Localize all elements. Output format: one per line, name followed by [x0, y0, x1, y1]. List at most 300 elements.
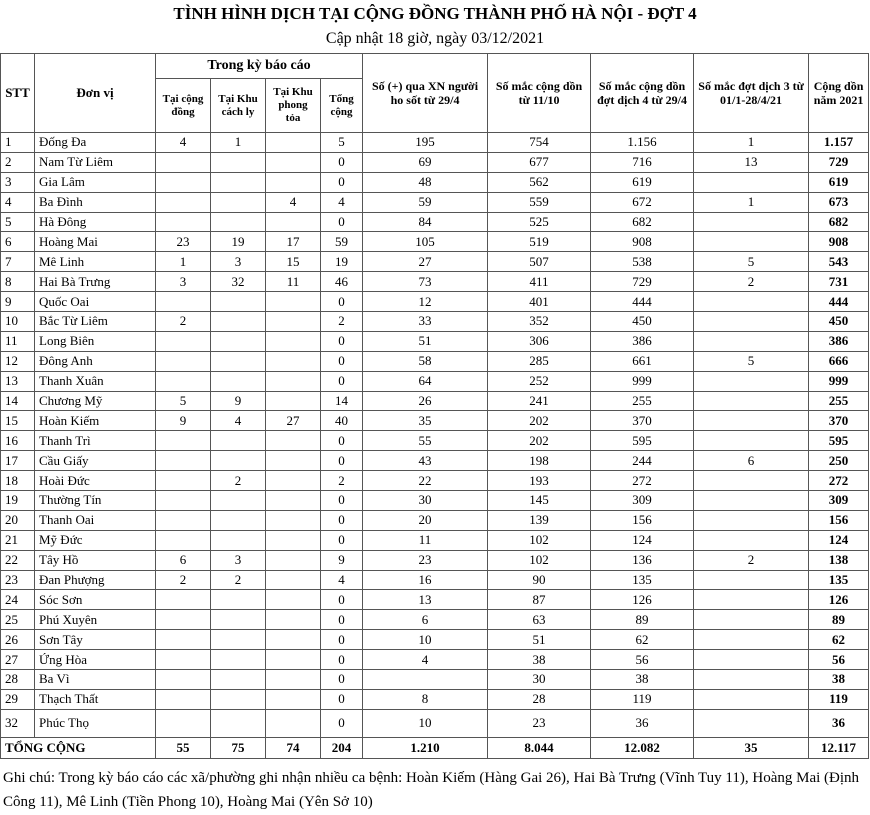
row-wave3: 5	[694, 351, 809, 371]
row-wave4: 716	[591, 152, 694, 172]
row-cumulative-since: 306	[488, 331, 591, 351]
row-wave4: 595	[591, 431, 694, 451]
row-quarantine: 3	[211, 252, 266, 272]
row-lockdown	[266, 610, 321, 630]
row-stt: 15	[1, 411, 35, 431]
row-community: 2	[156, 570, 211, 590]
row-stt: 25	[1, 610, 35, 630]
row-quarantine: 19	[211, 232, 266, 252]
row-cumulative-since: 145	[488, 491, 591, 511]
row-community: 4	[156, 133, 211, 153]
table-row	[1, 391, 869, 411]
row-total: 0	[321, 331, 363, 351]
row-total: 0	[321, 451, 363, 471]
row-wave3	[694, 292, 809, 312]
header-unit: Đơn vị	[35, 54, 156, 133]
row-year-total: 38	[809, 670, 869, 690]
totals-year: 12.117	[809, 737, 869, 758]
row-cumulative-since: 51	[488, 630, 591, 650]
row-unit: Sơn Tây	[35, 630, 156, 650]
row-quarantine	[211, 331, 266, 351]
row-total: 0	[321, 172, 363, 192]
row-quarantine	[211, 510, 266, 530]
row-unit: Ba Đình	[35, 192, 156, 212]
row-unit: Ba Vì	[35, 670, 156, 690]
table-row	[1, 471, 869, 491]
row-tested: 13	[363, 590, 488, 610]
row-tested: 43	[363, 451, 488, 471]
row-year-total: 138	[809, 550, 869, 570]
row-unit: Gia Lâm	[35, 172, 156, 192]
row-cumulative-since: 241	[488, 391, 591, 411]
row-wave4: 386	[591, 331, 694, 351]
row-wave3	[694, 491, 809, 511]
table-row	[1, 510, 869, 530]
totals-quarantine: 75	[211, 737, 266, 758]
row-tested: 55	[363, 431, 488, 451]
row-total: 0	[321, 630, 363, 650]
row-unit: Quốc Oai	[35, 292, 156, 312]
table-row	[1, 570, 869, 590]
row-total: 0	[321, 292, 363, 312]
row-cumulative-since: 202	[488, 431, 591, 451]
totals-tested: 1.210	[363, 737, 488, 758]
row-wave4: 444	[591, 292, 694, 312]
row-community	[156, 212, 211, 232]
row-stt: 18	[1, 471, 35, 491]
row-stt: 9	[1, 292, 35, 312]
row-total: 0	[321, 431, 363, 451]
totals-wave4: 12.082	[591, 737, 694, 758]
row-community	[156, 650, 211, 670]
table-row	[1, 172, 869, 192]
row-community	[156, 152, 211, 172]
row-wave4: 661	[591, 351, 694, 371]
row-wave4: 244	[591, 451, 694, 471]
row-wave3	[694, 331, 809, 351]
table-row	[1, 491, 869, 511]
row-community	[156, 331, 211, 351]
row-unit: Tây Hồ	[35, 550, 156, 570]
table-row	[1, 371, 869, 391]
row-wave3: 13	[694, 152, 809, 172]
row-cumulative-since: 754	[488, 133, 591, 153]
row-lockdown: 27	[266, 411, 321, 431]
row-wave4: 126	[591, 590, 694, 610]
table-row	[1, 133, 869, 153]
row-year-total: 370	[809, 411, 869, 431]
totals-row	[1, 737, 869, 758]
header-lockdown: Tại Khu phong tỏa	[266, 79, 321, 133]
table-row	[1, 650, 869, 670]
row-cumulative-since: 38	[488, 650, 591, 670]
row-stt: 14	[1, 391, 35, 411]
row-tested: 59	[363, 192, 488, 212]
row-stt: 12	[1, 351, 35, 371]
header-total: Tổng cộng	[321, 79, 363, 133]
row-wave4: 62	[591, 630, 694, 650]
row-year-total: 250	[809, 451, 869, 471]
row-year-total: 682	[809, 212, 869, 232]
row-unit: Mê Linh	[35, 252, 156, 272]
row-total: 0	[321, 212, 363, 232]
row-wave4: 89	[591, 610, 694, 630]
row-year-total: 673	[809, 192, 869, 212]
row-wave3: 5	[694, 252, 809, 272]
row-wave3: 2	[694, 272, 809, 292]
row-wave4: 309	[591, 491, 694, 511]
row-wave4: 36	[591, 709, 694, 737]
row-lockdown	[266, 451, 321, 471]
row-lockdown	[266, 510, 321, 530]
row-community	[156, 510, 211, 530]
row-total: 19	[321, 252, 363, 272]
table-row	[1, 411, 869, 431]
row-total: 14	[321, 391, 363, 411]
row-unit: Hoàn Kiếm	[35, 411, 156, 431]
row-total: 0	[321, 152, 363, 172]
row-unit: Ứng Hòa	[35, 650, 156, 670]
row-stt: 17	[1, 451, 35, 471]
row-stt: 3	[1, 172, 35, 192]
row-year-total: 731	[809, 272, 869, 292]
row-tested: 30	[363, 491, 488, 511]
row-year-total: 36	[809, 709, 869, 737]
row-community: 23	[156, 232, 211, 252]
row-tested: 84	[363, 212, 488, 232]
row-wave3: 1	[694, 192, 809, 212]
row-stt: 16	[1, 431, 35, 451]
row-wave4: 1.156	[591, 133, 694, 153]
row-quarantine	[211, 630, 266, 650]
row-cumulative-since: 90	[488, 570, 591, 590]
row-wave4: 136	[591, 550, 694, 570]
row-total: 0	[321, 491, 363, 511]
row-wave4: 119	[591, 689, 694, 709]
row-tested: 22	[363, 471, 488, 491]
table-row	[1, 451, 869, 471]
table-row	[1, 272, 869, 292]
row-cumulative-since: 507	[488, 252, 591, 272]
footnote: Ghi chú: Trong kỳ báo cáo các xã/phường ghi nhận nhiều ca bệnh: Hoàn Kiếm (Hàng Gai 26), Hai Bà Trưng (Vĩnh Tuy 11), Hoàng Mai (Định Công 11), Mê Linh (Tiền Phong 10), Hoàng Mai (Yên Sở 10)	[3, 770, 860, 810]
table-row	[1, 351, 869, 371]
row-community	[156, 610, 211, 630]
row-quarantine: 9	[211, 391, 266, 411]
row-wave4: 619	[591, 172, 694, 192]
row-community	[156, 292, 211, 312]
row-quarantine	[211, 371, 266, 391]
row-year-total: 444	[809, 292, 869, 312]
totals-label: TỔNG CỘNG	[1, 737, 156, 758]
row-year-total: 119	[809, 689, 869, 709]
row-tested: 51	[363, 331, 488, 351]
row-unit: Thạch Thất	[35, 689, 156, 709]
table-row	[1, 630, 869, 650]
row-community: 6	[156, 550, 211, 570]
row-tested: 105	[363, 232, 488, 252]
row-lockdown	[266, 630, 321, 650]
row-lockdown	[266, 471, 321, 491]
table-row	[1, 610, 869, 630]
row-wave3	[694, 610, 809, 630]
header-stt: STT	[1, 54, 35, 133]
header-wave4: Số mắc cộng dồn đợt dịch 4 từ 29/4	[591, 54, 694, 133]
row-quarantine	[211, 451, 266, 471]
row-tested: 35	[363, 411, 488, 431]
row-cumulative-since: 139	[488, 510, 591, 530]
row-total: 4	[321, 192, 363, 212]
row-quarantine	[211, 670, 266, 690]
row-community: 9	[156, 411, 211, 431]
row-cumulative-since: 198	[488, 451, 591, 471]
row-total: 0	[321, 510, 363, 530]
table-row	[1, 192, 869, 212]
row-tested: 64	[363, 371, 488, 391]
row-unit: Đống Đa	[35, 133, 156, 153]
row-quarantine: 32	[211, 272, 266, 292]
row-stt: 29	[1, 689, 35, 709]
totals-lockdown: 74	[266, 737, 321, 758]
row-quarantine	[211, 709, 266, 737]
row-cumulative-since: 193	[488, 471, 591, 491]
update-subtitle: Cập nhật 18 giờ, ngày 03/12/2021	[325, 30, 545, 47]
row-year-total: 543	[809, 252, 869, 272]
table-row	[1, 530, 869, 550]
row-wave3	[694, 530, 809, 550]
row-quarantine	[211, 610, 266, 630]
row-wave3	[694, 650, 809, 670]
table-row	[1, 670, 869, 690]
row-total: 0	[321, 670, 363, 690]
row-wave4: 729	[591, 272, 694, 292]
row-stt: 11	[1, 331, 35, 351]
row-tested: 23	[363, 550, 488, 570]
row-lockdown: 4	[266, 192, 321, 212]
row-stt: 19	[1, 491, 35, 511]
row-wave4: 135	[591, 570, 694, 590]
row-tested: 8	[363, 689, 488, 709]
row-total: 46	[321, 272, 363, 292]
row-year-total: 62	[809, 630, 869, 650]
table-row	[1, 212, 869, 232]
row-year-total: 272	[809, 471, 869, 491]
row-wave4: 908	[591, 232, 694, 252]
row-lockdown	[266, 570, 321, 590]
header-year-total: Cộng dồn năm 2021	[809, 54, 869, 133]
row-cumulative-since: 87	[488, 590, 591, 610]
row-total: 0	[321, 689, 363, 709]
row-cumulative-since: 63	[488, 610, 591, 630]
row-wave3	[694, 689, 809, 709]
row-unit: Đông Anh	[35, 351, 156, 371]
row-lockdown	[266, 312, 321, 332]
totals-wave3: 35	[694, 737, 809, 758]
row-year-total: 595	[809, 431, 869, 451]
row-quarantine: 4	[211, 411, 266, 431]
row-tested: 48	[363, 172, 488, 192]
row-stt: 23	[1, 570, 35, 590]
row-wave3: 1	[694, 133, 809, 153]
row-total: 40	[321, 411, 363, 431]
row-unit: Mỹ Đức	[35, 530, 156, 550]
row-wave4: 450	[591, 312, 694, 332]
row-wave3	[694, 510, 809, 530]
row-unit: Chương Mỹ	[35, 391, 156, 411]
row-unit: Long Biên	[35, 331, 156, 351]
row-quarantine	[211, 689, 266, 709]
row-cumulative-since: 102	[488, 550, 591, 570]
row-quarantine	[211, 212, 266, 232]
row-quarantine	[211, 312, 266, 332]
row-community	[156, 590, 211, 610]
row-community	[156, 471, 211, 491]
row-cumulative-since: 519	[488, 232, 591, 252]
row-lockdown	[266, 292, 321, 312]
row-tested: 11	[363, 530, 488, 550]
row-year-total: 450	[809, 312, 869, 332]
row-year-total: 666	[809, 351, 869, 371]
row-tested: 27	[363, 252, 488, 272]
row-wave4: 370	[591, 411, 694, 431]
row-year-total: 386	[809, 331, 869, 351]
row-stt: 22	[1, 550, 35, 570]
row-year-total: 1.157	[809, 133, 869, 153]
row-wave4: 272	[591, 471, 694, 491]
row-wave3	[694, 630, 809, 650]
row-lockdown	[266, 550, 321, 570]
row-year-total: 309	[809, 491, 869, 511]
row-tested: 10	[363, 630, 488, 650]
row-community	[156, 530, 211, 550]
row-unit: Thanh Trì	[35, 431, 156, 451]
row-lockdown	[266, 670, 321, 690]
row-wave3: 2	[694, 550, 809, 570]
row-total: 0	[321, 351, 363, 371]
row-year-total: 56	[809, 650, 869, 670]
row-unit: Phú Xuyên	[35, 610, 156, 630]
row-tested: 10	[363, 709, 488, 737]
table-row	[1, 232, 869, 252]
row-total: 9	[321, 550, 363, 570]
row-lockdown	[266, 650, 321, 670]
row-community: 1	[156, 252, 211, 272]
row-total: 0	[321, 530, 363, 550]
row-unit: Hà Đông	[35, 212, 156, 232]
row-cumulative-since: 562	[488, 172, 591, 192]
row-stt: 32	[1, 709, 35, 737]
row-lockdown	[266, 391, 321, 411]
row-lockdown	[266, 491, 321, 511]
row-cumulative-since: 285	[488, 351, 591, 371]
row-wave3	[694, 709, 809, 737]
row-stt: 27	[1, 650, 35, 670]
row-lockdown	[266, 709, 321, 737]
row-lockdown	[266, 689, 321, 709]
table-row	[1, 590, 869, 610]
row-year-total: 729	[809, 152, 869, 172]
row-wave4: 255	[591, 391, 694, 411]
table-row	[1, 331, 869, 351]
row-cumulative-since: 352	[488, 312, 591, 332]
row-wave3	[694, 212, 809, 232]
row-community	[156, 371, 211, 391]
row-lockdown: 17	[266, 232, 321, 252]
row-stt: 24	[1, 590, 35, 610]
row-tested: 12	[363, 292, 488, 312]
row-year-total: 124	[809, 530, 869, 550]
row-total: 5	[321, 133, 363, 153]
row-unit: Phúc Thọ	[35, 709, 156, 737]
row-wave4: 124	[591, 530, 694, 550]
row-community	[156, 431, 211, 451]
row-lockdown	[266, 133, 321, 153]
row-community	[156, 172, 211, 192]
row-wave4: 156	[591, 510, 694, 530]
row-community	[156, 351, 211, 371]
row-total: 2	[321, 471, 363, 491]
row-total: 4	[321, 570, 363, 590]
row-stt: 10	[1, 312, 35, 332]
row-quarantine: 3	[211, 550, 266, 570]
row-tested: 20	[363, 510, 488, 530]
row-wave3	[694, 471, 809, 491]
table-row	[1, 252, 869, 272]
row-community	[156, 451, 211, 471]
row-year-total: 89	[809, 610, 869, 630]
row-wave4: 538	[591, 252, 694, 272]
row-wave3	[694, 590, 809, 610]
row-lockdown	[266, 431, 321, 451]
row-total: 0	[321, 610, 363, 630]
row-tested: 6	[363, 610, 488, 630]
row-total: 59	[321, 232, 363, 252]
row-stt: 20	[1, 510, 35, 530]
row-wave3	[694, 431, 809, 451]
row-community: 2	[156, 312, 211, 332]
row-wave4: 999	[591, 371, 694, 391]
row-lockdown	[266, 212, 321, 232]
row-tested: 69	[363, 152, 488, 172]
row-lockdown: 15	[266, 252, 321, 272]
row-cumulative-since: 252	[488, 371, 591, 391]
row-unit: Thanh Xuân	[35, 371, 156, 391]
header-tested: Số (+) qua XN người ho sốt từ 29/4	[363, 54, 488, 133]
row-quarantine	[211, 491, 266, 511]
table-header	[1, 54, 869, 133]
row-quarantine	[211, 650, 266, 670]
row-unit: Nam Từ Liêm	[35, 152, 156, 172]
row-lockdown	[266, 530, 321, 550]
row-year-total: 255	[809, 391, 869, 411]
row-stt: 7	[1, 252, 35, 272]
row-total: 2	[321, 312, 363, 332]
row-cumulative-since: 202	[488, 411, 591, 431]
row-tested: 33	[363, 312, 488, 332]
row-stt: 13	[1, 371, 35, 391]
table-row	[1, 550, 869, 570]
row-cumulative-since: 102	[488, 530, 591, 550]
row-year-total: 156	[809, 510, 869, 530]
row-quarantine	[211, 152, 266, 172]
row-total: 0	[321, 650, 363, 670]
header-wave3: Số mắc đợt dịch 3 từ 01/1-28/4/21	[694, 54, 809, 133]
row-quarantine	[211, 590, 266, 610]
row-stt: 1	[1, 133, 35, 153]
row-unit: Bắc Từ Liêm	[35, 312, 156, 332]
row-wave3	[694, 312, 809, 332]
row-quarantine	[211, 351, 266, 371]
row-unit: Sóc Sơn	[35, 590, 156, 610]
